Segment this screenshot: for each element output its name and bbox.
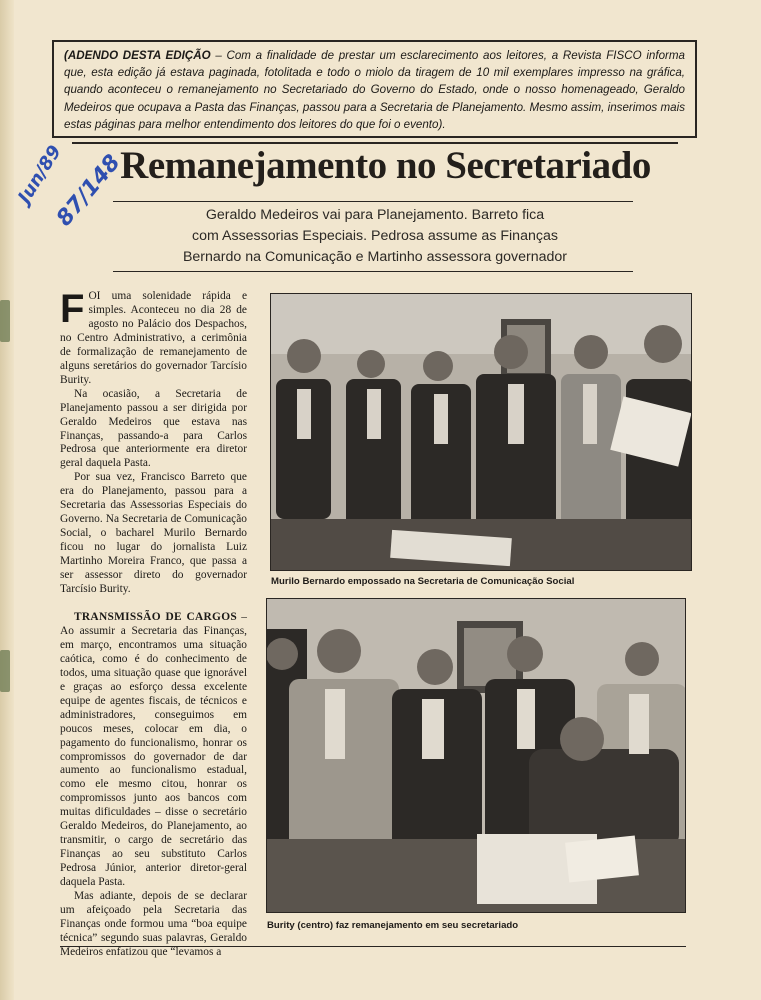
photo-caption: Burity (centro) faz remanejamento em seu secretariado: [267, 920, 519, 931]
section-subhead: TRANSMISSÃO DE CARGOS: [74, 610, 237, 623]
staple-mark: [0, 300, 10, 342]
notice-body: – Com a finalidade de prestar um esclarecimento aos leitores, a Revista FISCO informa que, esta edição já estava paginada, fotolitada e todo o miolo da tiragem de 10 mil exemplares impresso na gráfica, quando aconteceu o remanejamento no Secretariado do Governo do Estado, onde o nosso homenageado, Geraldo Medeiros que ocupava a Pasta das Finanças, passou para a Secretaria de Planejamento. Mesmo assim, inserimos mais estas páginas para melhor entendimento dos leitores do que foi o evento).: [64, 49, 686, 131]
staple-mark: [0, 650, 10, 692]
handwritten-date: Jun/89: [14, 141, 66, 208]
subtitle-line: com Assessorias Especiais. Pedrosa assume as Finanças: [192, 228, 558, 244]
subtitle-line: Bernardo na Comunicação e Martinho assessora governador: [182, 249, 568, 265]
photo-illustration: [271, 294, 692, 571]
handwritten-reference: 87/148: [52, 150, 126, 232]
subtitle-line: Geraldo Medeiros vai para Planejamento. Barreto fica: [205, 207, 545, 223]
drop-cap: F: [60, 287, 85, 331]
photo-burity-signing: [266, 598, 686, 913]
article-paragraph: Por sua vez, Francisco Barreto que era do Planejamento, passou para a Secretaria das Assessorias Especiais do Governo. Na Secretaria de Comunicação Social, o bacharel Murilo Bernardo ficou no lugar do jornalista Luiz Martinho Moreira Franco, que passa a ser assessor direto do governador Tarcísio Burity.: [60, 471, 247, 596]
subtitle-rule-top: [113, 201, 633, 202]
subtitle-rule-bottom: [113, 271, 633, 272]
article-paragraph: Na ocasião, a Secretaria de Planejamento passou a ser dirigida por Geraldo Medeiros que estava nas Finanças, passando-a para Carlos Pedrosa que anteriormente era diretor geral daquela Pasta.: [60, 387, 247, 470]
article-paragraph: Mas adiante, depois de se declarar um afeiçoado pela Secretaria das Finanças onde formou uma “boa equipe técnica” segundo suas palavras, Geraldo Medeiros enfatizou que “levamos a: [60, 890, 247, 958]
article-body: [60, 287, 247, 960]
editorial-notice-box: [52, 40, 697, 138]
footer-rule: [60, 946, 686, 947]
notice-title: (ADENDO DESTA EDIÇÃO: [64, 49, 211, 62]
subtitle: [150, 205, 600, 268]
photo-illustration: [267, 599, 686, 913]
article-paragraph: FOI uma solenidade rápida e simples. Aconteceu no dia 28 de agosto no Palácio dos Despachos, no Centro Administrativo, a cerimônia de formalização de remanejamento de alguns seretários do governador Tarcísio Burity.: [60, 287, 247, 386]
article-paragraph: TRANSMISSÃO DE CARGOS – Ao assumir a Secretaria das Finanças, em março, encontramos uma situação caótica, como é do conhecimento de todos, uma situação quase que ignorável e graças ao esforço dessa excelente equipe de agentes fiscais, de técnicos e administradores, conseguimos em poucos meses, colocar em dia, o pagamento do funcionalismo, honrar os compromissos do governador de dar aumento ao funcionalismo estadual, como ele mesmo citou, honrar os compromissos junto aos bancos com muitas dificuldades – disse o secretário Geraldo Medeiros, do Planejamento, ao transmitir, o cargo de secretário das Finanças ao seu substituto Carlos Pedrosa Júnior, anterior diretor-geral daquela Pasta.: [60, 610, 247, 889]
photo-caption: Murilo Bernardo empossado na Secretaria de Comunicação Social: [271, 576, 575, 587]
page-title: Remanejamento no Secretariado: [120, 144, 651, 187]
photo-swearing-in: [270, 293, 692, 571]
